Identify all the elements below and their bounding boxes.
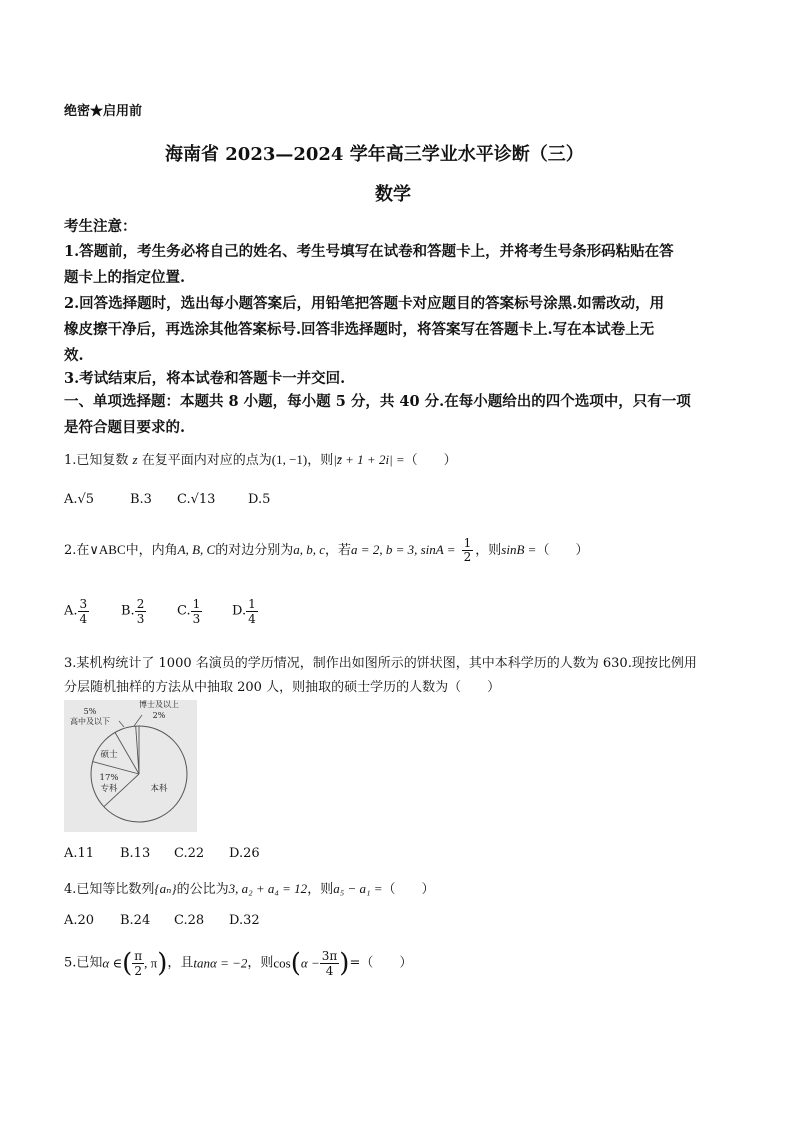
question-2-stem (64, 537, 588, 564)
q2-opt-a-den: 4 (79, 612, 88, 626)
label-doctor: 博士及以上 (139, 700, 179, 709)
notice-item-2-line-1: 2.回答选择题时，选出每小题答案后，用铅笔把答题卡对应题目的答案标号涂黑.如需改动，用 (64, 295, 665, 312)
label-junior-college-pct: 17% (99, 773, 119, 783)
q1-paren: （ ） (404, 453, 457, 468)
notice-item-1-line-2: 题卡上的指定位置. (64, 269, 186, 286)
q1-option-d: D.5 (248, 492, 271, 507)
q2-opt-d-den: 4 (248, 612, 256, 626)
question-3-line-2: 分层随机抽样的方法从中抽取 200 人，则抽取的硕士学历的人数为（ ） (64, 680, 501, 695)
q2-mid2: 的对边分别为 (215, 543, 294, 558)
q4-option-b: B.24 (120, 913, 151, 928)
q2-opt-b-num: 2 (136, 597, 145, 611)
q4-seq: {aₙ} (154, 881, 177, 896)
q2-frac-den: 2 (463, 550, 472, 564)
q2-angles: A, B, C (177, 542, 216, 557)
q5-eq: = (349, 955, 361, 971)
q4-condition: 3, a₂ + a₄ = 12 (228, 881, 308, 896)
q1-expr: |z̄ + 1 + 2i| = (333, 452, 405, 467)
q2-mid: 中，内角 (125, 543, 178, 558)
notice-item-3: 3.考试结束后，将本试卷和答题卡一并交回. (64, 370, 346, 387)
q5-paren: （ ） (360, 955, 413, 971)
section-1-line-1: 一、单项选择题：本题共 8 小题，每小题 5 分，共 40 分.在每小题给出的四个选项中，只有一项 (64, 393, 691, 410)
q2-triangle: ∨ABC (89, 542, 126, 557)
q3-option-a: A.11 (64, 846, 95, 861)
question-3-line-1: 3.某机构统计了 1000 名演员的学历情况，制作出如图所示的饼状图，其中本科学历的人数为 630.现按比例用 (64, 656, 697, 671)
confidential-mark: 绝密★启用前 (64, 104, 143, 119)
q5-prefix: 5.已知 (64, 955, 103, 971)
q2-opt-a-num: 3 (79, 597, 88, 611)
pie-svg (64, 700, 197, 832)
q1-var: z (132, 452, 138, 467)
label-bachelor: 本科 (150, 784, 168, 794)
q2-opt-b-frac (135, 597, 147, 626)
q3-option-b: B.13 (120, 846, 151, 861)
q5-mid: ，且 (167, 955, 194, 971)
q5-cos: cos (273, 955, 291, 971)
q4-then: ，则 (307, 882, 334, 897)
label-doctor-pct: 2% (152, 711, 166, 720)
leader-line-doctor (134, 715, 142, 726)
q1-point: (1, −1) (271, 452, 308, 467)
label-junior-college: 专科 (100, 784, 118, 794)
label-high-school-pct: 5% (83, 707, 97, 716)
q2-opt-a-label: A. (64, 603, 78, 619)
q5-cos-alpha: α − (300, 955, 320, 971)
exam-title: 海南省 2023—2024 学年高三学业水平诊断（三） (165, 144, 584, 165)
q2-paren: （ ） (536, 543, 589, 558)
q1-text-mid: 在复平面内对应的点为 (141, 453, 272, 468)
q2-then: ，则 (475, 543, 502, 558)
q5-condition: tanα = −2 (193, 955, 248, 971)
q5-interval-frac (132, 949, 144, 978)
q2-frac-num: 1 (463, 536, 472, 550)
q5-alpha-in: α ∈ (102, 955, 123, 971)
q2-opt-d-num: 1 (248, 597, 256, 611)
notice-item-2-line-2: 橡皮擦干净后，再选涂其他答案标号.回答非选择题时，将答案写在答题卡上.写在本试卷上无 (64, 321, 655, 338)
notice-heading: 考生注意： (64, 218, 137, 235)
q3-option-c: C.22 (174, 846, 205, 861)
q5-left-paren: ( (122, 948, 133, 979)
q2-sides: a, b, c (293, 542, 326, 557)
q4-prefix: 4.已知等比数列 (64, 882, 155, 897)
q5-interval-num: π (134, 949, 143, 963)
q3-option-d: D.26 (229, 846, 260, 861)
q5-interval-rest: , π (144, 955, 158, 971)
question-1-stem (64, 449, 457, 468)
label-master: 硕士 (100, 750, 118, 760)
education-pie-chart (64, 700, 197, 832)
q4-option-d: D.32 (229, 913, 260, 928)
divider-highschool-doctor (136, 726, 139, 774)
question-4-stem (64, 878, 435, 897)
label-high-school: 高中及以下 (70, 717, 110, 726)
q2-opt-d-label: D. (232, 603, 247, 619)
q2-option-b (121, 597, 146, 626)
q1-option-c: C.√13 (177, 492, 216, 507)
q2-opt-b-den: 3 (136, 612, 145, 626)
q1-option-a: A.√5 (64, 492, 95, 507)
q2-opt-c-label: C. (177, 603, 191, 619)
q2-fraction (462, 537, 474, 564)
q5-then: ，则 (247, 955, 274, 971)
q2-option-d (232, 597, 258, 626)
q5-cos-frac (320, 949, 340, 978)
q1-then: ，则 (307, 453, 334, 468)
q2-condition: a = 2, b = 3, sinA = (351, 542, 456, 557)
q2-target: sinB = (501, 542, 537, 557)
q5-cos-left-paren: ( (290, 948, 301, 979)
q2-prefix: 2.在 (64, 543, 90, 558)
divider-master-highschool (115, 732, 139, 774)
question-5-stem (64, 949, 412, 978)
q4-option-c: C.28 (174, 913, 205, 928)
q2-opt-b-label: B. (121, 603, 135, 619)
q5-right-paren: ) (157, 948, 168, 979)
q5-cos-den: 4 (325, 964, 334, 978)
section-1-line-2: 是符合题目要求的. (64, 419, 186, 436)
q2-opt-a-frac (78, 597, 90, 626)
q4-option-a: A.20 (64, 913, 95, 928)
q2-opt-c-frac (191, 597, 203, 626)
q2-mid3: ，若 (325, 543, 352, 558)
subject-title: 数学 (375, 184, 411, 205)
leader-line-high-school (119, 721, 124, 727)
notice-item-2-line-3: 效. (64, 347, 84, 364)
q1-option-b: B.3 (130, 492, 152, 507)
q4-mid: 的公比为 (176, 882, 229, 897)
notice-item-1-line-1: 1.答题前，考生务必将自己的姓名、考生号填写在试卷和答题卡上，并将考生号条形码粘贴在答 (64, 243, 674, 260)
q2-opt-c-den: 3 (192, 612, 201, 626)
q4-paren: （ ） (382, 882, 435, 897)
q5-interval-den: 2 (134, 964, 143, 978)
q5-cos-right-paren: ) (339, 948, 350, 979)
q2-option-c (177, 597, 202, 626)
q2-opt-c-num: 1 (192, 597, 201, 611)
q1-prefix: 1.已知复数 (64, 453, 129, 468)
q2-option-a (64, 597, 89, 626)
q4-target: a₅ − a₁ = (333, 881, 383, 896)
q5-cos-num: 3π (321, 949, 338, 963)
q2-opt-d-frac (246, 597, 258, 626)
